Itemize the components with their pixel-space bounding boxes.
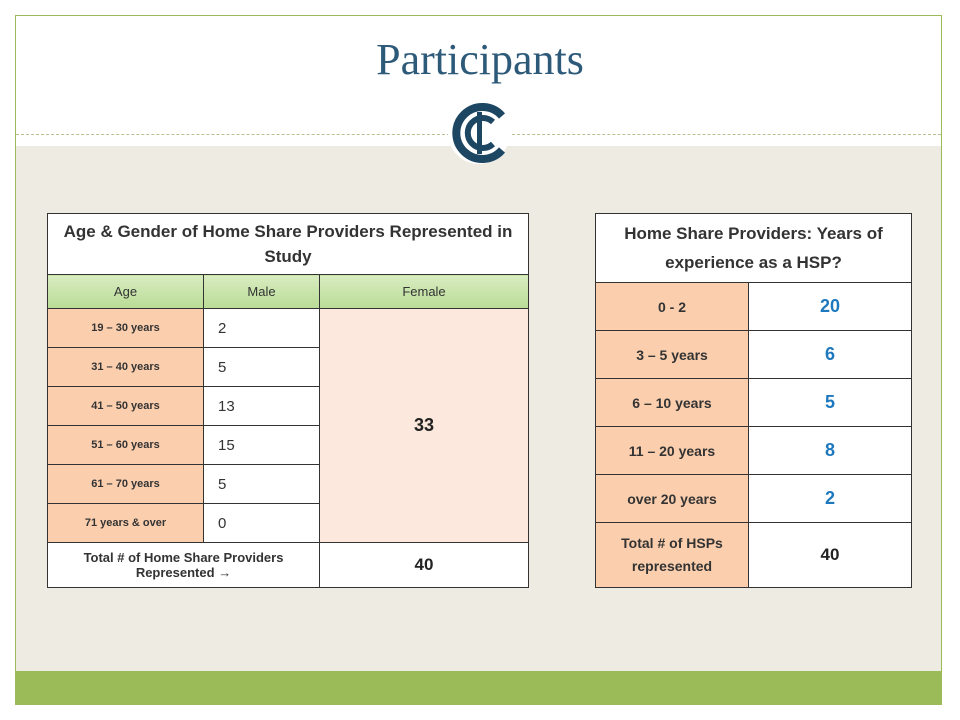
experience-table	[595, 213, 912, 588]
experience-label-cell: over 20 years	[596, 475, 749, 523]
experience-value-cell: 2	[749, 475, 912, 523]
experience-label-cell: 3 – 5 years	[596, 331, 749, 379]
experience-label-cell: 11 – 20 years	[596, 427, 749, 475]
arrow-right-icon: →	[218, 565, 232, 580]
table-row	[596, 427, 912, 475]
count-cell: 5	[204, 348, 320, 387]
experience-value-cell: 20	[749, 283, 912, 331]
age-cell: 19 – 30 years	[48, 309, 204, 348]
count-cell: 5	[204, 465, 320, 504]
age-cell: 71 years & over	[48, 504, 204, 543]
experience-label-cell: 0 - 2	[596, 283, 749, 331]
table-row	[596, 475, 912, 523]
experience-label-cell: 6 – 10 years	[596, 379, 749, 427]
total-value-cell: 40	[320, 543, 529, 588]
age-gender-table	[47, 213, 529, 588]
female-total-cell: 33	[320, 309, 529, 543]
experience-value-cell: 8	[749, 427, 912, 475]
age-cell: 51 – 60 years	[48, 426, 204, 465]
table-row	[596, 283, 912, 331]
footer-bar	[16, 671, 941, 704]
table-row	[48, 309, 529, 348]
experience-table-title: Home Share Providers: Years of experience as a HSP?	[596, 214, 912, 283]
total-label-cell: Total # of HSPs represented	[596, 523, 749, 588]
age-cell: 31 – 40 years	[48, 348, 204, 387]
column-header-age: Age	[48, 275, 204, 309]
column-header-female: Female	[320, 275, 529, 309]
count-cell: 15	[204, 426, 320, 465]
experience-value-cell: 5	[749, 379, 912, 427]
age-gender-table-title: Age & Gender of Home Share Providers Represented in Study	[48, 214, 529, 275]
total-row	[48, 543, 529, 588]
slide-title: Participants	[376, 35, 584, 84]
count-cell: 13	[204, 387, 320, 426]
total-label: Total # of Home Share Providers Represented	[83, 550, 284, 580]
table-row	[596, 379, 912, 427]
age-cell: 61 – 70 years	[48, 465, 204, 504]
count-cell: 0	[204, 504, 320, 543]
total-row	[596, 523, 912, 588]
table-row	[596, 331, 912, 379]
total-value-cell: 40	[749, 523, 912, 588]
total-label-cell	[48, 543, 320, 588]
age-cell: 41 – 50 years	[48, 387, 204, 426]
circle-c-logo-icon	[444, 100, 514, 166]
count-cell: 2	[204, 309, 320, 348]
column-header-male: Male	[204, 275, 320, 309]
experience-value-cell: 6	[749, 331, 912, 379]
